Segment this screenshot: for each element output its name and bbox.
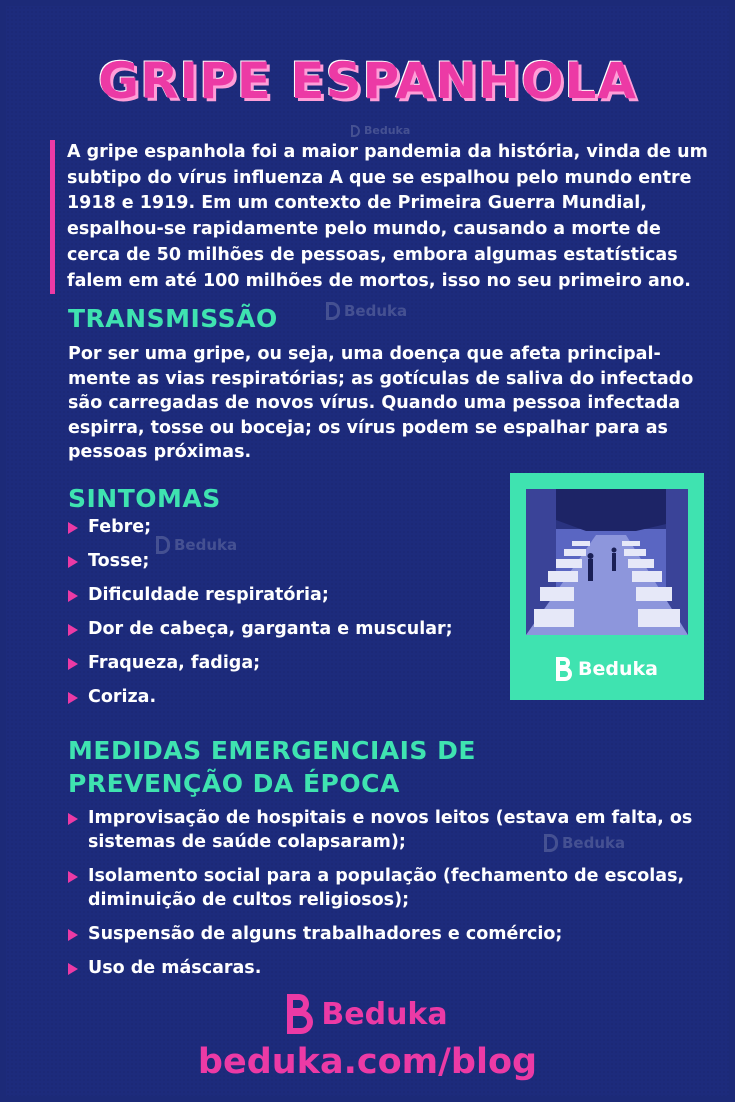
transmission-text: Por ser uma gripe, ou seja, uma doença que afeta principal-mente as vias respiratórias; as gotículas de saliva do infectado são carregadas de novos vírus. Quando uma pessoa infectada espirra, tosse ou boceja; os vírus podem se espalhar para as pessoas próximas. bbox=[68, 344, 694, 463]
list-item: Coriza. bbox=[68, 685, 453, 709]
bullet-triangle-icon bbox=[68, 658, 78, 670]
list-item: Tosse; bbox=[68, 549, 453, 573]
list-item: Uso de máscaras. bbox=[68, 956, 708, 980]
hospital-ward-illustration bbox=[526, 489, 688, 635]
list-item: Isolamento social para a população (fechamento de escolas, diminuição de cultos religiosos); bbox=[68, 864, 708, 912]
intro-paragraph: A gripe espanhola foi a maior pandemia da história, vinda de um subtipo do vírus influenza A que se espalhou pelo mundo entre 1918 e 1919. Em um contexto de Primeira Guerra Mundial, espalhou-se rapidamente pelo mundo, causando a morte de cerca de 50 milhões de pessoas, embora algumas estatísticas falem em até 100 milhões de mortos, isso no seu primeiro ano. bbox=[50, 140, 717, 294]
bullet-triangle-icon bbox=[68, 963, 78, 975]
beduka-logo-icon bbox=[556, 657, 572, 681]
beduka-logo-icon bbox=[326, 302, 340, 320]
prevention-list bbox=[68, 806, 708, 980]
beduka-footer-logo: Beduka bbox=[6, 994, 729, 1034]
bullet-triangle-icon bbox=[68, 929, 78, 941]
historical-photo-card bbox=[510, 473, 704, 700]
beduka-logo-icon bbox=[351, 125, 360, 137]
bullet-triangle-icon bbox=[68, 692, 78, 704]
bullet-triangle-icon bbox=[68, 556, 78, 568]
list-item: Suspensão de alguns trabalhadores e comércio; bbox=[68, 922, 708, 946]
list-item: Improvisação de hospitais e novos leitos (estava em falta, os sistemas de saúde colapsaram); bbox=[68, 806, 708, 854]
bullet-triangle-icon bbox=[68, 522, 78, 534]
watermark: Beduka bbox=[326, 302, 407, 320]
watermark: Beduka bbox=[351, 124, 410, 137]
symptoms-list bbox=[68, 515, 453, 709]
page-title: GRIPE ESPANHOLA bbox=[97, 52, 638, 110]
bullet-triangle-icon bbox=[68, 624, 78, 636]
symptoms-heading: SINTOMAS bbox=[68, 484, 221, 513]
prevention-heading: MEDIDAS EMERGENCIAIS DE PREVENÇÃO DA ÉPOCA bbox=[68, 736, 476, 798]
transmission-heading: TRANSMISSÃO bbox=[68, 304, 278, 333]
watermark: Beduka bbox=[544, 834, 625, 852]
poster bbox=[6, 6, 729, 1096]
bullet-triangle-icon bbox=[68, 871, 78, 883]
list-item: Dificuldade respiratória; bbox=[68, 583, 453, 607]
bullet-triangle-icon bbox=[68, 813, 78, 825]
blog-url: beduka.com/blog bbox=[197, 1042, 538, 1082]
hospital-ward-photo bbox=[526, 489, 688, 635]
beduka-logo-icon bbox=[287, 994, 313, 1034]
beduka-card-logo: Beduka bbox=[510, 657, 704, 681]
watermark: Beduka bbox=[156, 536, 237, 554]
list-item: Fraqueza, fadiga; bbox=[68, 651, 453, 675]
list-item: Febre; bbox=[68, 515, 453, 539]
bullet-triangle-icon bbox=[68, 590, 78, 602]
list-item: Dor de cabeça, garganta e muscular; bbox=[68, 617, 453, 641]
